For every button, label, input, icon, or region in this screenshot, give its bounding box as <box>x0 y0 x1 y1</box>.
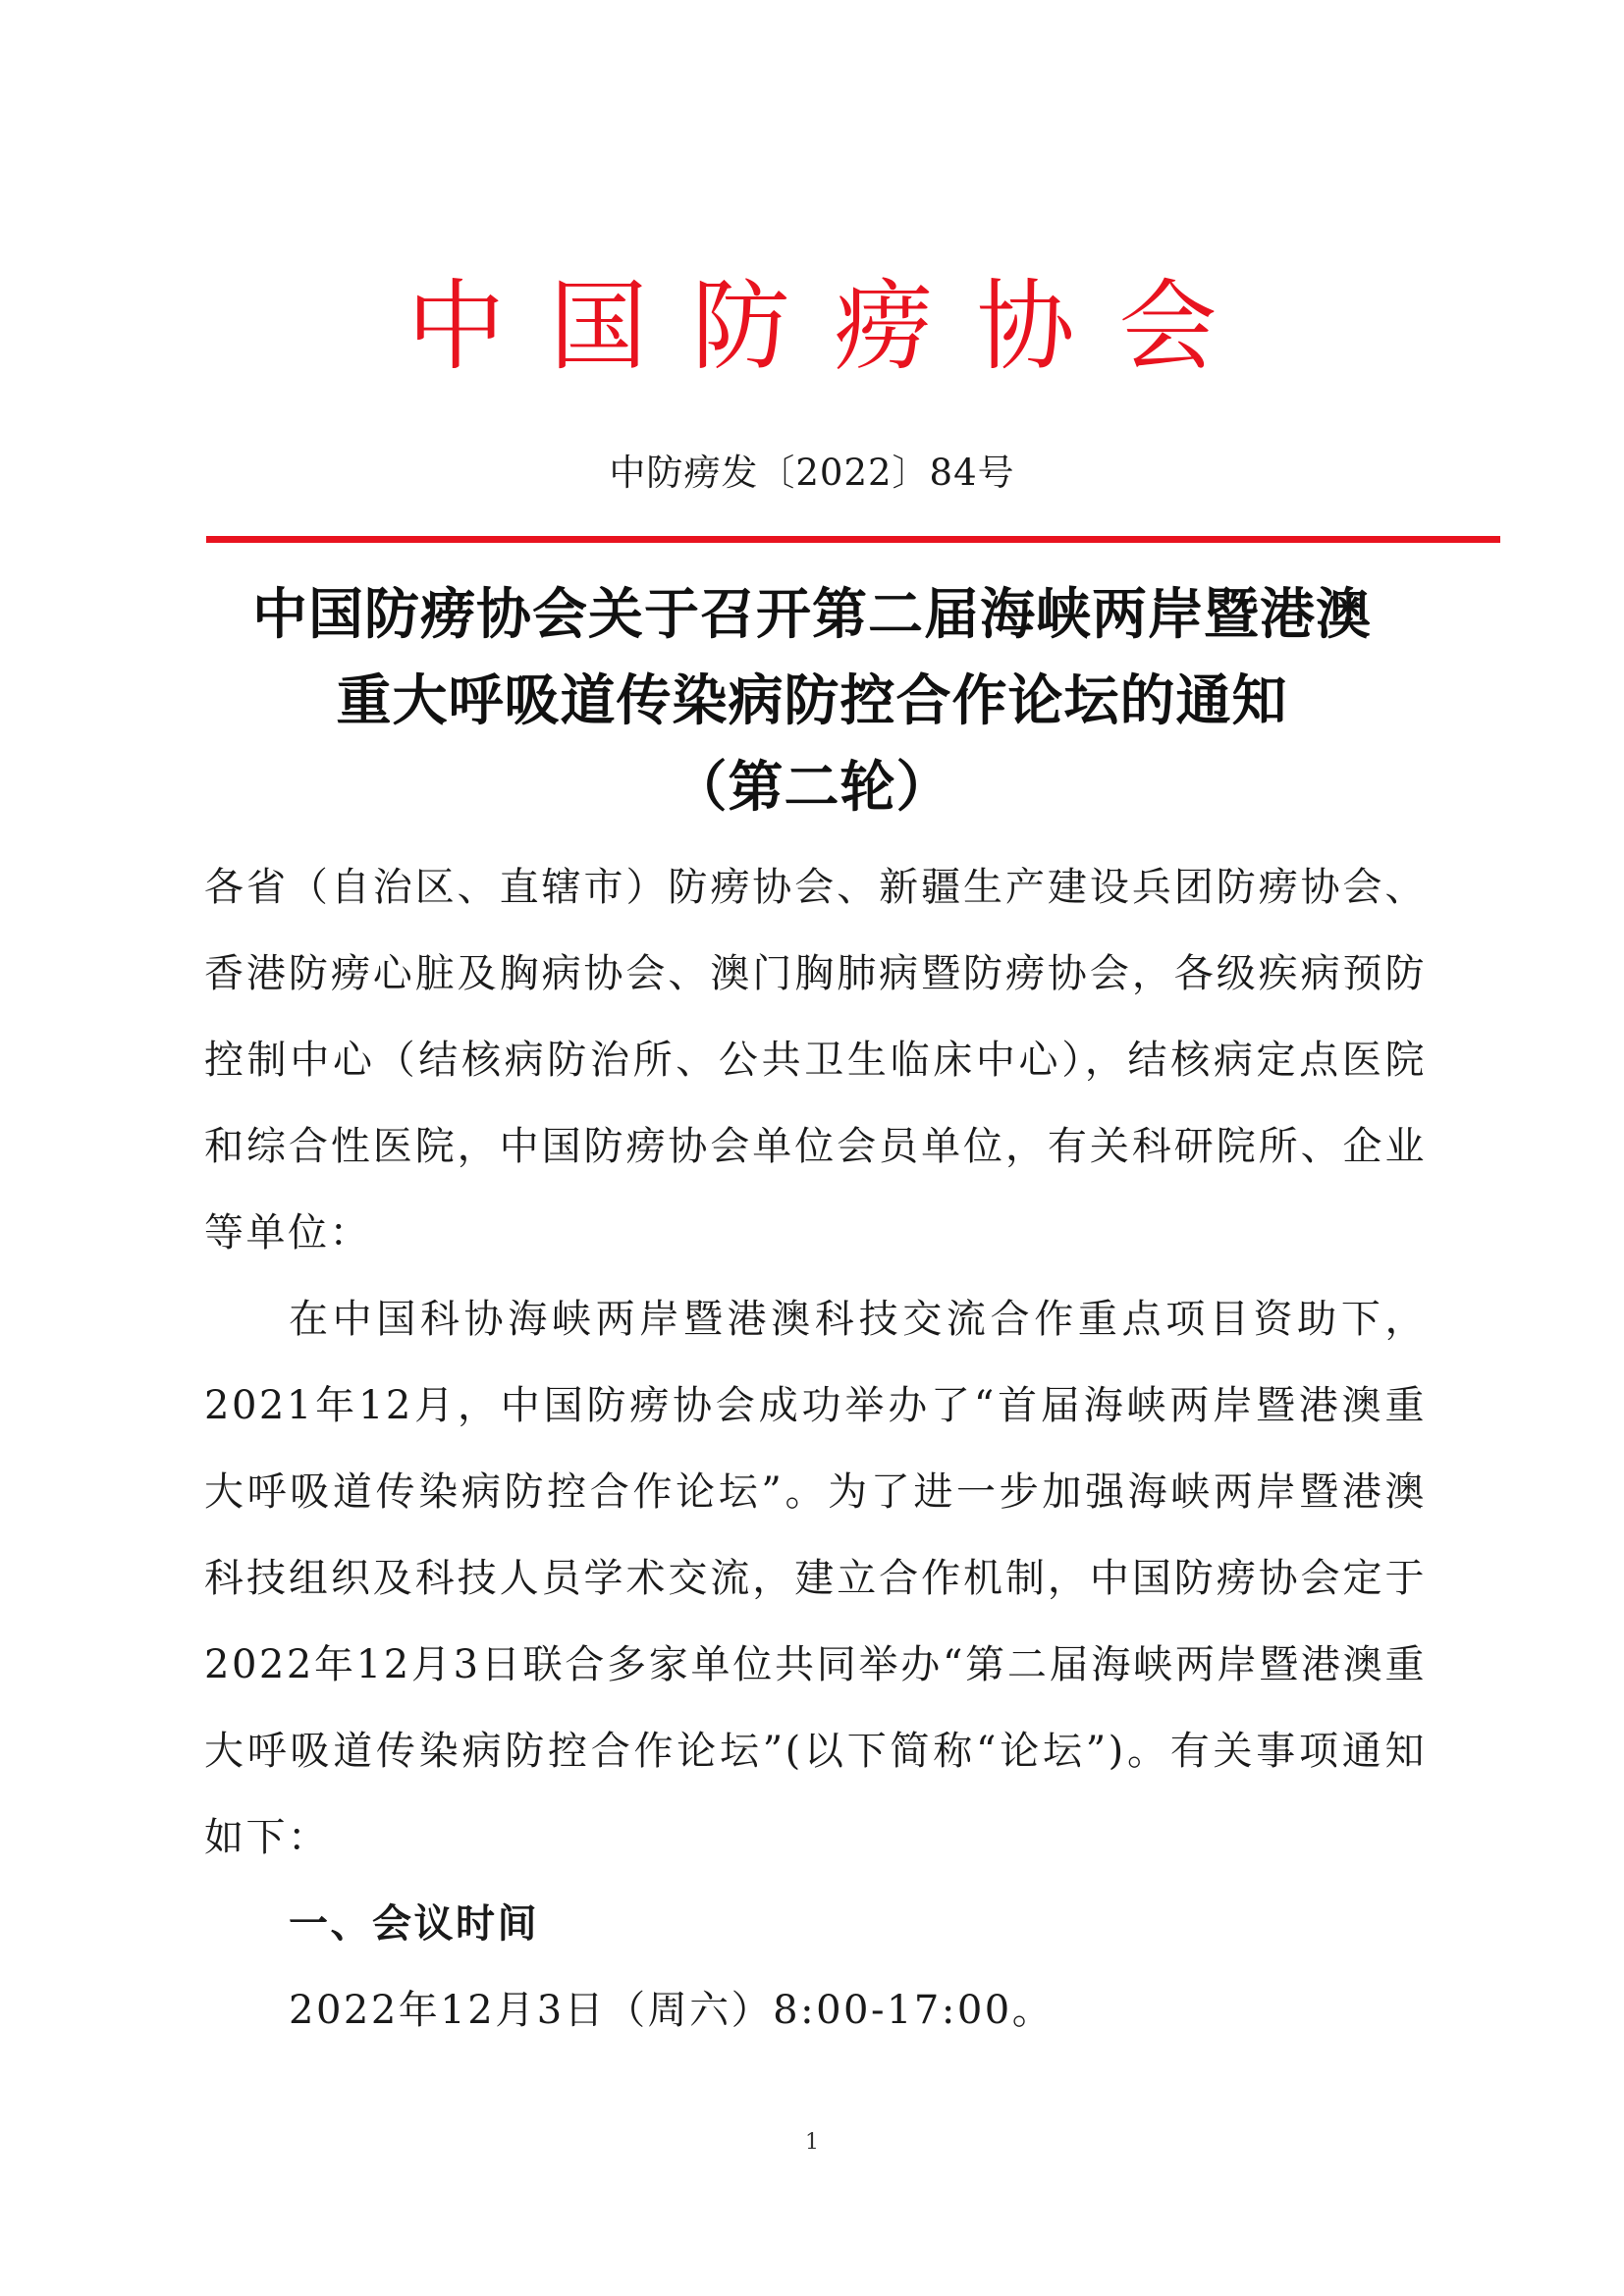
issuer-masthead: 中国防痨协会 <box>406 269 1262 384</box>
section-heading-meeting-time: 一、会议时间 <box>289 1901 539 1947</box>
page-number: 1 <box>805 2130 819 2155</box>
document-number: 中防痨发〔2022〕84号 <box>609 452 1015 494</box>
title-line-3: （第二轮） <box>672 755 952 820</box>
notice-title <box>147 571 1477 830</box>
title-line-2: 重大呼吸道传染病防控合作论坛的通知 <box>336 668 1288 733</box>
recipients-paragraph: 各省（自治区、直辖市）防痨协会、新疆生产建设兵团防痨协会、香港防痨心脏及胸病协会、澳门胸肺病暨防痨协会，各级疾病预防控制中心（结核病防治所、公共卫生临床中心），结核病定点医院和综合性医院，中国防痨协会单位会员单位，有关科研院所、企业等单位： <box>204 865 1427 1255</box>
title-line-1: 中国防痨协会关于召开第二届海峡两岸暨港澳 <box>252 582 1372 647</box>
red-divider <box>206 536 1500 543</box>
meeting-time-text: 2022年12月3日（周六）8:00-17:00。 <box>289 1988 1055 2033</box>
notice-body <box>204 844 1427 2054</box>
intro-paragraph: 在中国科协海峡两岸暨港澳科技交流合作重点项目资助下，2021年12月，中国防痨协会成功举办了“首届海峡两岸暨港澳重大呼吸道传染病防控合作论坛”。为了进一步加强海峡两岸暨港澳科技组织及科技人员学术交流，建立合作机制，中国防痨协会定于2022年12月3日联合多家单位共同举办“第二届海峡两岸暨港澳重大呼吸道传染病防控合作论坛”(以下简称“论坛”)。有关事项通知如下： <box>204 1297 1427 1860</box>
